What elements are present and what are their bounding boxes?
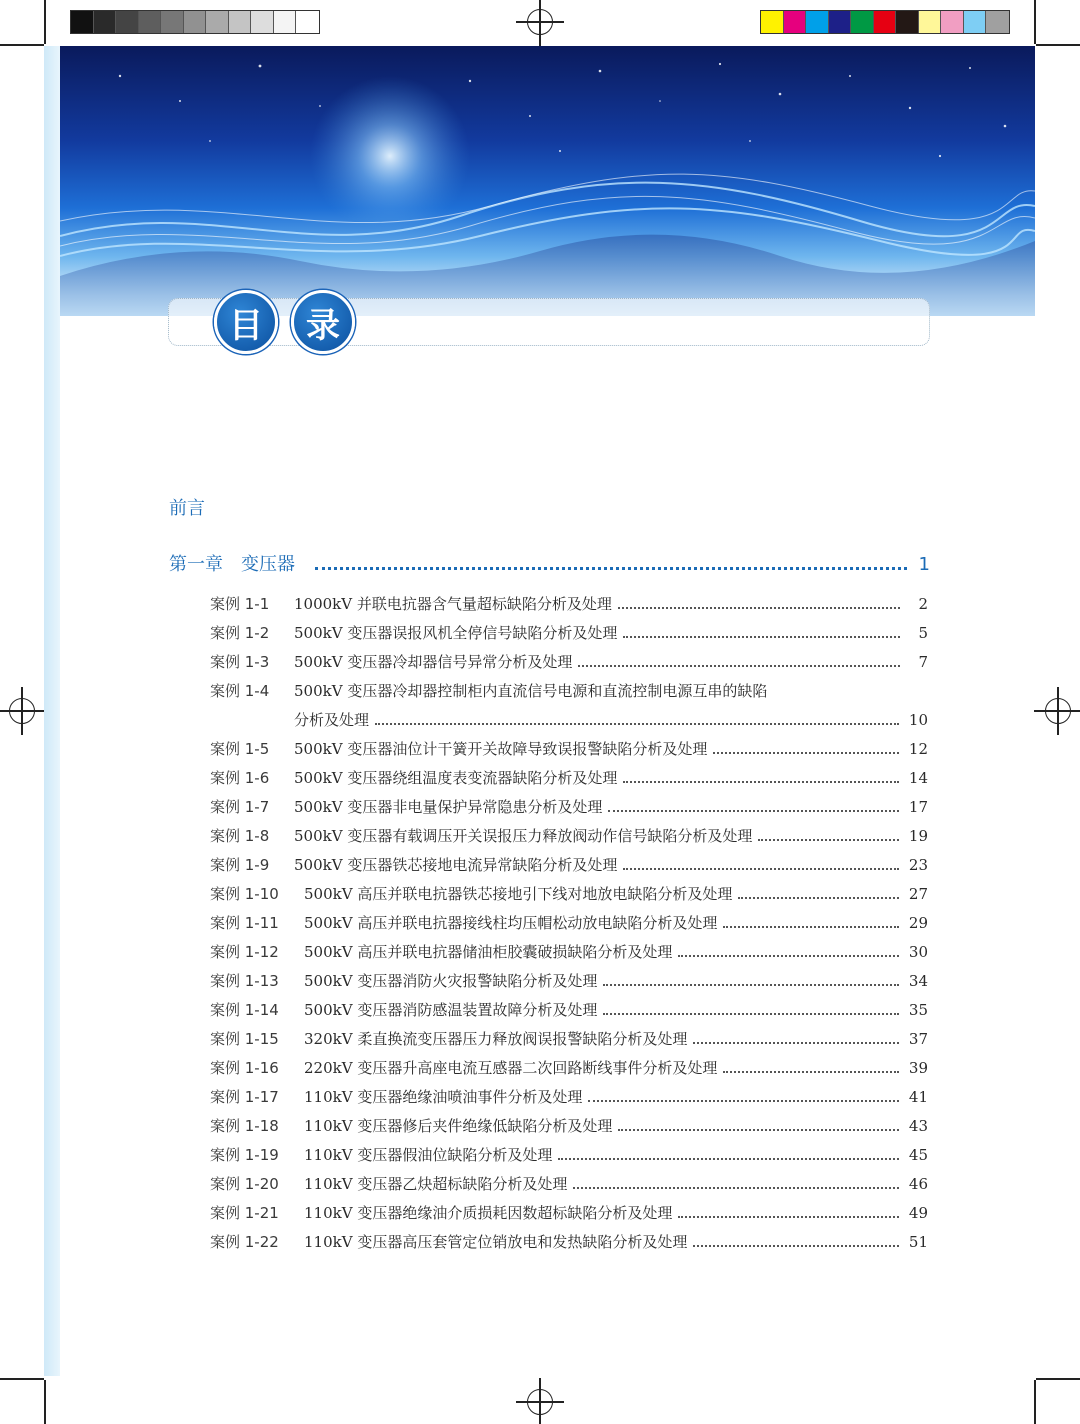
page-number: 45	[908, 1146, 928, 1164]
case-title: 500kV 变压器非电量保护异常隐患分析及处理	[294, 798, 603, 816]
page-number: 39	[908, 1059, 928, 1077]
case-number: 案例 1-8	[210, 827, 270, 845]
page-number: 14	[908, 769, 928, 787]
case-number: 案例 1-2	[210, 624, 270, 642]
case-title: 500kV 高压并联电抗器铁芯接地引下线对地放电缺陷分析及处理	[304, 885, 733, 903]
dot-leader	[623, 781, 899, 783]
page-number: 27	[908, 885, 928, 903]
dot-leader	[738, 897, 899, 899]
page-number: 34	[908, 972, 928, 990]
case-number: 案例 1-16	[210, 1059, 279, 1077]
toc-title-bar	[168, 298, 930, 346]
color-calibration-bar	[760, 10, 1010, 34]
case-number: 案例 1-19	[210, 1146, 279, 1164]
case-title: 110kV 变压器绝缘油喷油事件分析及处理	[304, 1088, 583, 1106]
toc-preface-link[interactable]: 前言	[169, 498, 205, 519]
case-number: 案例 1-7	[210, 798, 270, 816]
color-swatch	[896, 11, 919, 33]
color-swatch	[94, 11, 117, 33]
color-swatch	[986, 11, 1009, 33]
crop-mark	[0, 1378, 44, 1380]
case-number: 案例 1-10	[210, 885, 279, 903]
toc-entry[interactable]	[210, 679, 928, 708]
color-swatch	[71, 11, 94, 33]
page-number: 49	[908, 1204, 928, 1222]
toc-entry-continuation[interactable]	[210, 708, 928, 737]
case-number: 案例 1-12	[210, 943, 279, 961]
dot-leader	[603, 1013, 899, 1015]
toc-entry[interactable]	[210, 911, 928, 940]
toc-entry[interactable]	[210, 1027, 928, 1056]
page-number: 2	[918, 595, 928, 613]
case-number: 案例 1-18	[210, 1117, 279, 1135]
case-number: 案例 1-6	[210, 769, 270, 787]
case-title: 500kV 高压并联电抗器储油柜胶囊破损缺陷分析及处理	[304, 943, 673, 961]
dot-leader	[618, 607, 900, 609]
crop-mark	[0, 44, 44, 46]
toc-entry[interactable]	[210, 824, 928, 853]
toc-entry[interactable]	[210, 1143, 928, 1172]
toc-entry[interactable]	[210, 795, 928, 824]
toc-entry[interactable]	[210, 766, 928, 795]
case-number: 案例 1-17	[210, 1088, 279, 1106]
color-swatch	[784, 11, 807, 33]
dot-leader	[693, 1245, 899, 1247]
chapter-name: 变压器	[241, 554, 295, 575]
header-banner-image	[60, 46, 1035, 316]
case-number: 案例 1-22	[210, 1233, 279, 1251]
page-number: 51	[908, 1233, 928, 1251]
dot-leader	[678, 1216, 899, 1218]
toc-entry[interactable]	[210, 737, 928, 766]
toc-entry[interactable]	[210, 1056, 928, 1085]
case-number: 案例 1-9	[210, 856, 270, 874]
crop-mark	[1036, 1378, 1080, 1380]
case-number: 案例 1-4	[210, 682, 270, 700]
color-swatch	[941, 11, 964, 33]
crop-mark	[1034, 0, 1036, 44]
case-title: 110kV 变压器修后夹件绝缘低缺陷分析及处理	[304, 1117, 613, 1135]
starry-wave-illustration	[60, 46, 1035, 316]
case-title: 500kV 变压器油位计干簧开关故障导致误报警缺陷分析及处理	[294, 740, 708, 758]
gray-color-bar	[70, 10, 320, 34]
page-number: 41	[908, 1088, 928, 1106]
case-number: 案例 1-13	[210, 972, 279, 990]
toc-entry[interactable]	[210, 1201, 928, 1230]
page-number: 17	[908, 798, 928, 816]
dot-leader	[723, 1071, 899, 1073]
case-title-continued: 分析及处理	[294, 711, 370, 729]
registration-mark-icon	[527, 1389, 553, 1415]
dot-leader	[608, 810, 899, 812]
color-swatch	[184, 11, 207, 33]
page-number: 7	[918, 653, 928, 671]
case-number: 案例 1-3	[210, 653, 270, 671]
color-swatch	[761, 11, 784, 33]
dot-leader	[723, 926, 899, 928]
case-title: 110kV 变压器乙炔超标缺陷分析及处理	[304, 1175, 568, 1193]
toc-entry[interactable]	[210, 650, 928, 679]
registration-mark-icon	[9, 698, 35, 724]
chapter-page-number: 1	[918, 554, 930, 575]
toc-entry[interactable]	[210, 1114, 928, 1143]
toc-entry-list	[210, 592, 928, 1259]
page-spine	[44, 46, 60, 1376]
page-number: 23	[908, 856, 928, 874]
color-swatch	[829, 11, 852, 33]
page-number: 19	[908, 827, 928, 845]
color-swatch	[139, 11, 162, 33]
case-number: 案例 1-20	[210, 1175, 279, 1193]
crop-mark	[1036, 44, 1080, 46]
case-number: 案例 1-14	[210, 1001, 279, 1019]
toc-chapter-row[interactable]	[169, 550, 930, 576]
color-swatch	[206, 11, 229, 33]
dot-leader	[618, 1129, 899, 1131]
case-number: 案例 1-21	[210, 1204, 279, 1222]
case-title: 1000kV 并联电抗器含气量超标缺陷分析及处理	[294, 595, 612, 613]
case-title: 110kV 变压器假油位缺陷分析及处理	[304, 1146, 553, 1164]
case-number: 案例 1-15	[210, 1030, 279, 1048]
color-swatch	[296, 11, 319, 33]
dot-leader	[678, 955, 899, 957]
page-number: 10	[908, 711, 928, 729]
page-number: 5	[918, 624, 928, 642]
toc-entry[interactable]	[210, 969, 928, 998]
dot-leader	[758, 839, 899, 841]
page-number: 43	[908, 1117, 928, 1135]
color-swatch	[116, 11, 139, 33]
page-number: 12	[908, 740, 928, 758]
dot-leader	[578, 665, 900, 667]
dot-leader	[623, 636, 900, 638]
toc-entry[interactable]	[210, 1085, 928, 1114]
dot-leader	[603, 984, 899, 986]
case-title: 500kV 变压器消防火灾报警缺陷分析及处理	[304, 972, 598, 990]
case-title: 110kV 变压器高压套管定位销放电和发热缺陷分析及处理	[304, 1233, 688, 1251]
case-title: 220kV 变压器升高座电流互感器二次回路断线事件分析及处理	[304, 1059, 718, 1077]
dot-leader	[588, 1100, 899, 1102]
case-title: 320kV 柔直换流变压器压力释放阀误报警缺陷分析及处理	[304, 1030, 688, 1048]
case-number: 案例 1-1	[210, 595, 270, 613]
case-title: 500kV 变压器冷却器信号异常分析及处理	[294, 653, 573, 671]
page-number: 29	[908, 914, 928, 932]
dot-leader	[315, 567, 907, 570]
toc-entry[interactable]	[210, 1230, 928, 1259]
case-title: 500kV 变压器冷却器控制柜内直流信号电源和直流控制电源互串的缺陷	[294, 682, 768, 700]
case-title: 500kV 变压器有载调压开关误报压力释放阀动作信号缺陷分析及处理	[294, 827, 753, 845]
color-swatch	[874, 11, 897, 33]
case-number: 案例 1-11	[210, 914, 279, 932]
color-swatch	[274, 11, 297, 33]
toc-entry[interactable]	[210, 621, 928, 650]
color-swatch	[964, 11, 987, 33]
dot-leader	[375, 723, 899, 725]
case-title: 110kV 变压器绝缘油介质损耗因数超标缺陷分析及处理	[304, 1204, 673, 1222]
color-swatch	[161, 11, 184, 33]
case-title: 500kV 变压器误报风机全停信号缺陷分析及处理	[294, 624, 618, 642]
crop-mark	[44, 0, 46, 44]
case-number: 案例 1-5	[210, 740, 270, 758]
dot-leader	[573, 1187, 899, 1189]
case-title: 500kV 变压器消防感温装置故障分析及处理	[304, 1001, 598, 1019]
case-title: 500kV 变压器绕组温度表变流器缺陷分析及处理	[294, 769, 618, 787]
toc-entry[interactable]	[210, 853, 928, 882]
case-title: 500kV 变压器铁芯接地电流异常缺陷分析及处理	[294, 856, 618, 874]
page-number: 30	[908, 943, 928, 961]
dot-leader	[713, 752, 899, 754]
color-swatch	[229, 11, 252, 33]
page-number: 35	[908, 1001, 928, 1019]
toc-title-char: 目	[214, 290, 278, 354]
page-number: 37	[908, 1030, 928, 1048]
case-title: 500kV 高压并联电抗器接线柱均压帽松动放电缺陷分析及处理	[304, 914, 718, 932]
toc-entry[interactable]	[210, 940, 928, 969]
toc-entry[interactable]	[210, 882, 928, 911]
dot-leader	[693, 1042, 899, 1044]
toc-title-char: 录	[291, 290, 355, 354]
registration-mark-icon	[1045, 698, 1071, 724]
color-swatch	[919, 11, 942, 33]
crop-mark	[44, 1380, 46, 1424]
color-swatch	[851, 11, 874, 33]
color-swatch	[806, 11, 829, 33]
chapter-number: 第一章	[169, 554, 223, 575]
page-number: 46	[908, 1175, 928, 1193]
color-swatch	[251, 11, 274, 33]
dot-leader	[623, 868, 899, 870]
crop-mark	[1034, 1380, 1036, 1424]
toc-entry[interactable]	[210, 1172, 928, 1201]
toc-entry[interactable]	[210, 592, 928, 621]
registration-mark-icon	[527, 9, 553, 35]
dot-leader	[558, 1158, 899, 1160]
toc-entry[interactable]	[210, 998, 928, 1027]
